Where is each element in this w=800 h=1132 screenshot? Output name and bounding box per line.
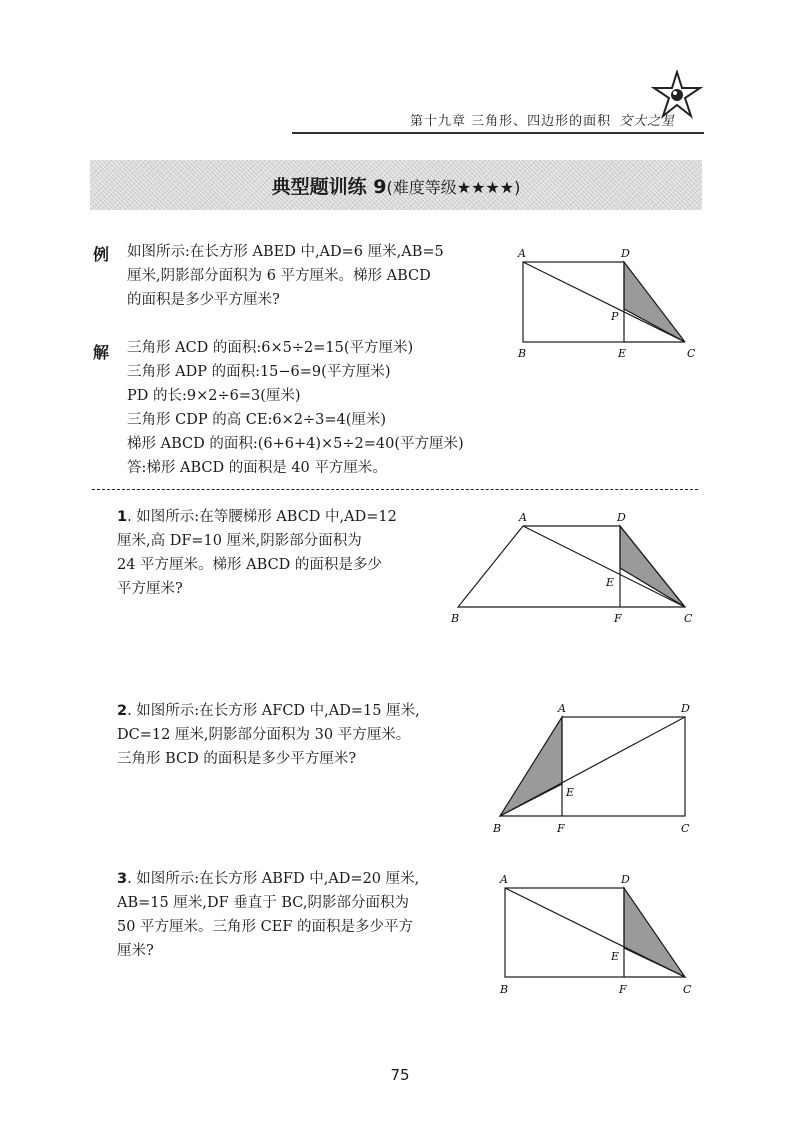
header-rule	[292, 132, 704, 134]
diagonal-ac	[523, 262, 685, 342]
problem-1-line: 24 平方厘米。梯形 ABCD 的面积是多少	[117, 557, 382, 573]
problem-1	[117, 505, 397, 601]
problem-3-figure	[495, 870, 700, 1000]
point-label: D	[621, 247, 630, 260]
problem-2-line: 2. 如图所示:在长方形 AFCD 中,AD=15 厘米,	[117, 703, 420, 719]
problem-3-line: AB=15 厘米,DF 垂直于 BC,阴影部分面积为	[117, 895, 409, 911]
point-label: B	[451, 612, 460, 625]
solution-label: 解	[93, 343, 110, 362]
banner-title-main: 典型题训练 9	[271, 176, 387, 198]
example-label: 例	[93, 245, 110, 264]
point-label: B	[500, 983, 509, 996]
diagonal-bd	[500, 717, 685, 816]
point-label: A	[518, 247, 526, 260]
problem-2-line: 三角形 BCD 的面积是多少平方厘米?	[117, 751, 357, 767]
point-label: A	[500, 873, 508, 886]
point-label: A	[558, 702, 566, 715]
point-label: D	[681, 702, 690, 715]
point-label: C	[683, 983, 692, 996]
brand-name: 交大之星	[619, 114, 676, 129]
point-label: E	[611, 950, 620, 963]
point-label: P	[611, 310, 619, 323]
problem-1-line: 1. 如图所示:在等腰梯形 ABCD 中,AD=12	[117, 509, 397, 525]
problem-number: 1	[117, 509, 128, 525]
example-solution	[127, 336, 464, 480]
section-banner	[90, 160, 702, 210]
example-problem	[127, 240, 444, 312]
point-label: B	[518, 347, 527, 360]
point-label: B	[493, 822, 502, 835]
solution-line: 答:梯形 ABCD 的面积是 40 平方厘米。	[127, 460, 387, 476]
point-label: E	[566, 786, 575, 799]
point-label: D	[621, 873, 630, 886]
point-label: D	[617, 511, 626, 524]
solution-line: PD 的长:9×2÷6=3(厘米)	[127, 388, 301, 404]
problem-3-line: 3. 如图所示:在长方形 ABFD 中,AD=20 厘米,	[117, 871, 420, 887]
solution-line: 三角形 CDP 的高 CE:6×2÷3=4(厘米)	[127, 412, 387, 428]
rectangle-afcd	[562, 717, 685, 816]
point-label: C	[681, 822, 690, 835]
problem-2-figure	[490, 700, 700, 840]
problem-number: 2	[117, 703, 128, 719]
solution-line: 梯形 ABCD 的面积:(6+6+4)×5÷2=40(平方厘米)	[127, 436, 464, 452]
shaded-triangle	[500, 717, 562, 816]
problem-number: 3	[117, 871, 128, 887]
point-label: C	[684, 612, 693, 625]
point-label: F	[557, 822, 565, 835]
problem-2-line: DC=12 厘米,阴影部分面积为 30 平方厘米。	[117, 727, 411, 743]
example-problem-line: 厘米,阴影部分面积为 6 平方厘米。梯形 ABCD	[127, 268, 431, 284]
example-figure	[510, 245, 700, 365]
diagonal-ac	[505, 888, 685, 977]
section-divider	[92, 489, 698, 490]
page-number: 75	[390, 1066, 410, 1084]
point-label: F	[614, 612, 622, 625]
problem-3	[117, 867, 419, 963]
problem-1-line: 平方厘米?	[117, 581, 183, 597]
chapter-header	[410, 110, 675, 129]
rectangle-abfd	[505, 888, 624, 977]
problem-2	[117, 699, 420, 771]
problem-3-line: 50 平方厘米。三角形 CEF 的面积是多少平方	[117, 919, 414, 935]
problem-1-figure	[448, 510, 698, 630]
solution-line: 三角形 ADP 的面积:15−6=9(平方厘米)	[127, 364, 391, 380]
banner-title	[90, 172, 702, 199]
point-label: A	[519, 511, 527, 524]
point-label: E	[606, 576, 615, 589]
example-problem-line: 如图所示:在长方形 ABED 中,AD=6 厘米,AB=5	[127, 244, 444, 260]
point-label: F	[619, 983, 627, 996]
rectangle-abed	[523, 262, 624, 342]
problem-1-line: 厘米,高 DF=10 厘米,阴影部分面积为	[117, 533, 362, 549]
shaded-triangle	[624, 262, 685, 342]
banner-difficulty: (难度等级★★★★)	[386, 178, 521, 197]
diagonal-ac	[523, 526, 685, 607]
point-label: E	[618, 347, 627, 360]
point-label: C	[687, 347, 696, 360]
chapter-title: 第十九章 三角形、四边形的面积	[410, 114, 612, 129]
solution-line: 三角形 ACD 的面积:6×5÷2=15(平方厘米)	[127, 340, 414, 356]
shaded-triangle	[624, 888, 685, 977]
problem-3-line: 厘米?	[117, 943, 154, 959]
example-problem-line: 的面积是多少平方厘米?	[127, 292, 280, 308]
